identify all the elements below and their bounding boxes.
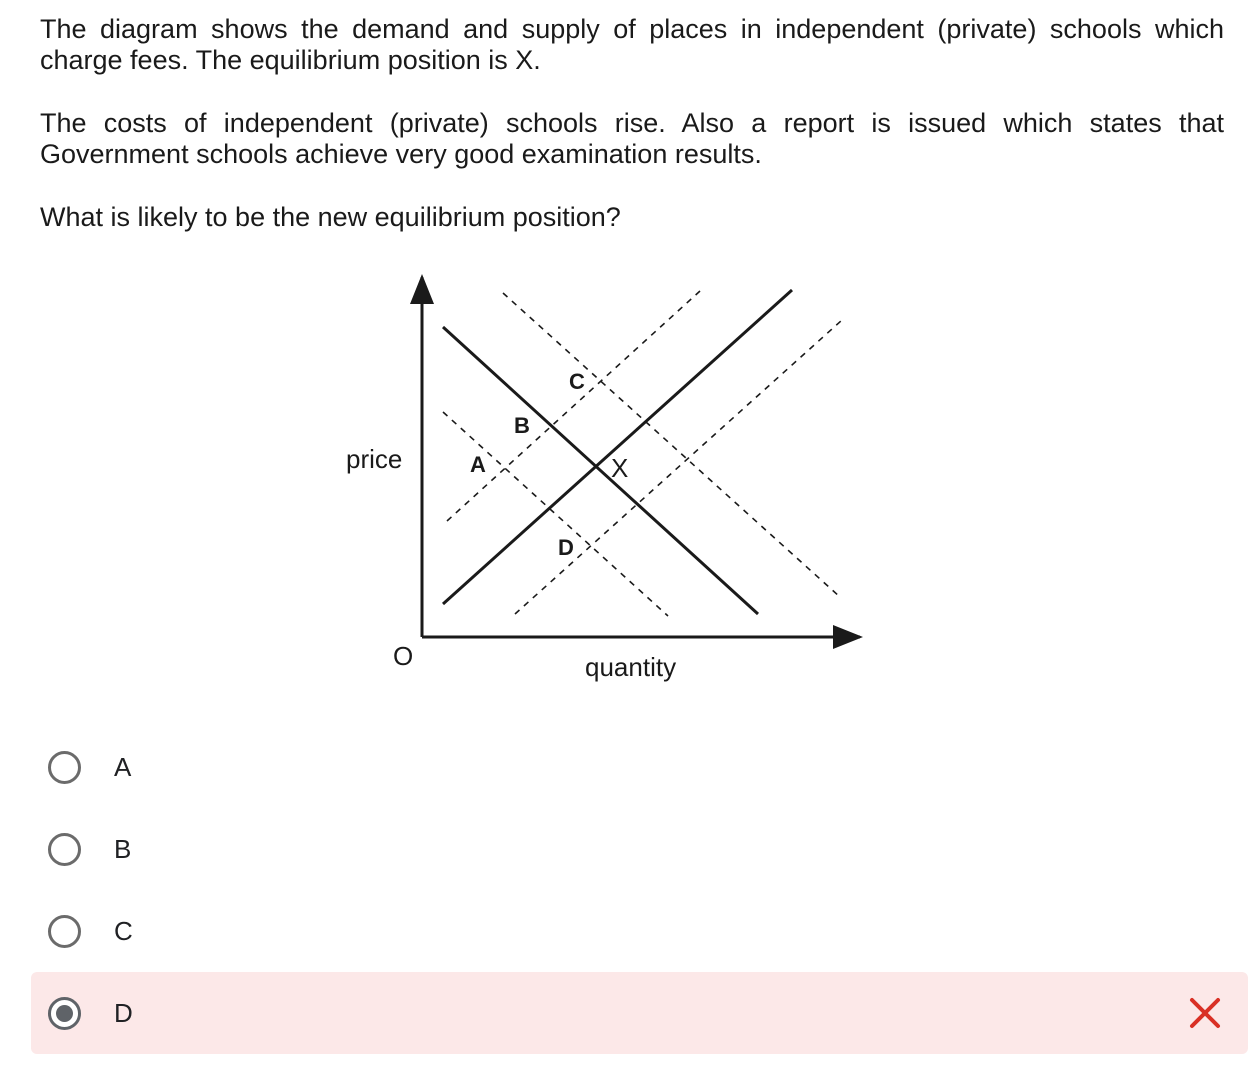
close-icon (1188, 996, 1222, 1030)
supply-curve (443, 290, 792, 604)
origin-label: O (393, 641, 414, 671)
option-label: A (114, 751, 132, 782)
supply-curve-right-shift (515, 320, 842, 614)
answer-option-d[interactable] (31, 972, 1248, 1054)
question-paragraph-2: The costs of independent (private) schools rise. Also a report is issued which states that Government schools achieve very good examination results. (40, 108, 1224, 169)
demand-curve (443, 327, 758, 614)
option-label: C (114, 915, 133, 946)
radio-button-checked[interactable] (48, 997, 81, 1030)
y-axis-label: price (346, 444, 403, 474)
radio-button[interactable] (48, 751, 81, 784)
point-label-c: C (569, 369, 585, 394)
radio-button[interactable] (48, 915, 81, 948)
question-paragraph-1: The diagram shows the demand and supply of places in independent (private) schools which charge fees. The equilibrium position is X. (40, 14, 1224, 75)
answer-option-a[interactable] (31, 726, 1248, 808)
option-label: B (114, 833, 132, 864)
question-prompt: What is likely to be the new equilibrium position? (40, 202, 621, 232)
radio-button[interactable] (48, 833, 81, 866)
point-label-d: D (558, 535, 574, 560)
x-axis-label: quantity (585, 652, 677, 682)
answer-option-b[interactable] (31, 808, 1248, 890)
demand-curve-left-shift (443, 412, 668, 616)
option-label: D (114, 997, 133, 1028)
demand-curve-right-shift (503, 293, 840, 597)
answer-option-c[interactable] (31, 890, 1248, 972)
equilibrium-label-x: X (611, 453, 629, 483)
point-label-b: B (514, 413, 530, 438)
point-label-a: A (470, 452, 486, 477)
